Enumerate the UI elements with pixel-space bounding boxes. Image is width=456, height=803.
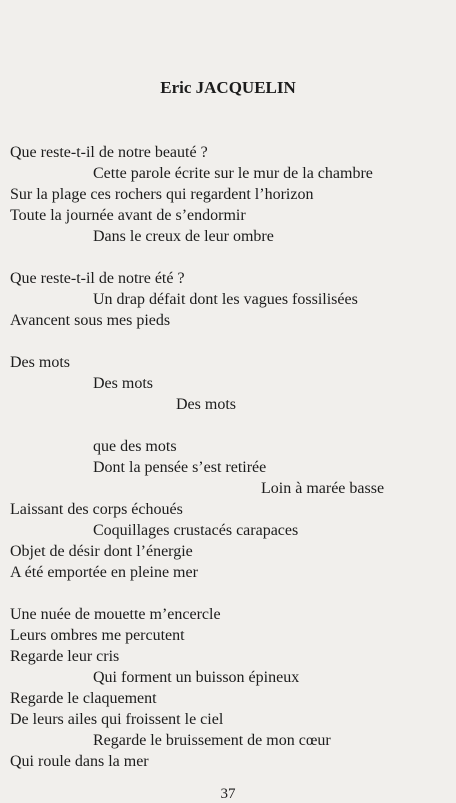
poem-line: Cette parole écrite sur le mur de la chambre xyxy=(93,165,373,182)
poem-line: Des mots xyxy=(93,375,153,392)
stanza-break xyxy=(10,415,450,436)
page-number: 37 xyxy=(220,786,236,802)
stanza-break xyxy=(10,247,450,268)
poem-line: De leurs ailes qui froissent le ciel xyxy=(10,711,224,728)
poem-line: Que reste-t-il de notre beauté ? xyxy=(10,144,208,161)
poem-line: Regarde le bruissement de mon cœur xyxy=(93,732,331,749)
poem-line: que des mots xyxy=(93,438,177,455)
poem-line: Un drap défait dont les vagues fossilisées xyxy=(93,291,358,308)
stanza-break xyxy=(10,583,450,604)
poem-line: Regarde le claquement xyxy=(10,690,157,707)
poem-line: Toute la journée avant de s’endormir xyxy=(10,207,246,224)
poem-body xyxy=(10,142,450,772)
poem-line: Dans le creux de leur ombre xyxy=(93,228,274,245)
poem-line: Des mots xyxy=(176,396,236,413)
stanza-break xyxy=(10,331,450,352)
poem-line: Objet de désir dont l’énergie xyxy=(10,543,193,560)
poem-line: Qui forment un buisson épineux xyxy=(93,669,300,686)
poem-line: Laissant des corps échoués xyxy=(10,501,183,518)
poem-line: Regarde leur cris xyxy=(10,648,120,665)
poem-line: Une nuée de mouette m’encercle xyxy=(10,606,221,623)
poem-line: Qui roule dans la mer xyxy=(10,753,149,770)
poem-line: Que reste-t-il de notre été ? xyxy=(10,270,185,287)
poem-line: Dont la pensée s’est retirée xyxy=(93,459,267,476)
poem-author-title: Eric JACQUELIN xyxy=(160,78,296,97)
poem-line: A été emportée en pleine mer xyxy=(10,564,198,581)
poem-line: Des mots xyxy=(10,354,70,371)
poem-line: Loin à marée basse xyxy=(261,480,385,497)
poem-line: Leurs ombres me percutent xyxy=(10,627,185,644)
poem-line: Coquillages crustacés carapaces xyxy=(93,522,299,539)
poem-line: Avancent sous mes pieds xyxy=(10,312,171,329)
poem-line: Sur la plage ces rochers qui regardent l’horizon xyxy=(10,186,314,203)
